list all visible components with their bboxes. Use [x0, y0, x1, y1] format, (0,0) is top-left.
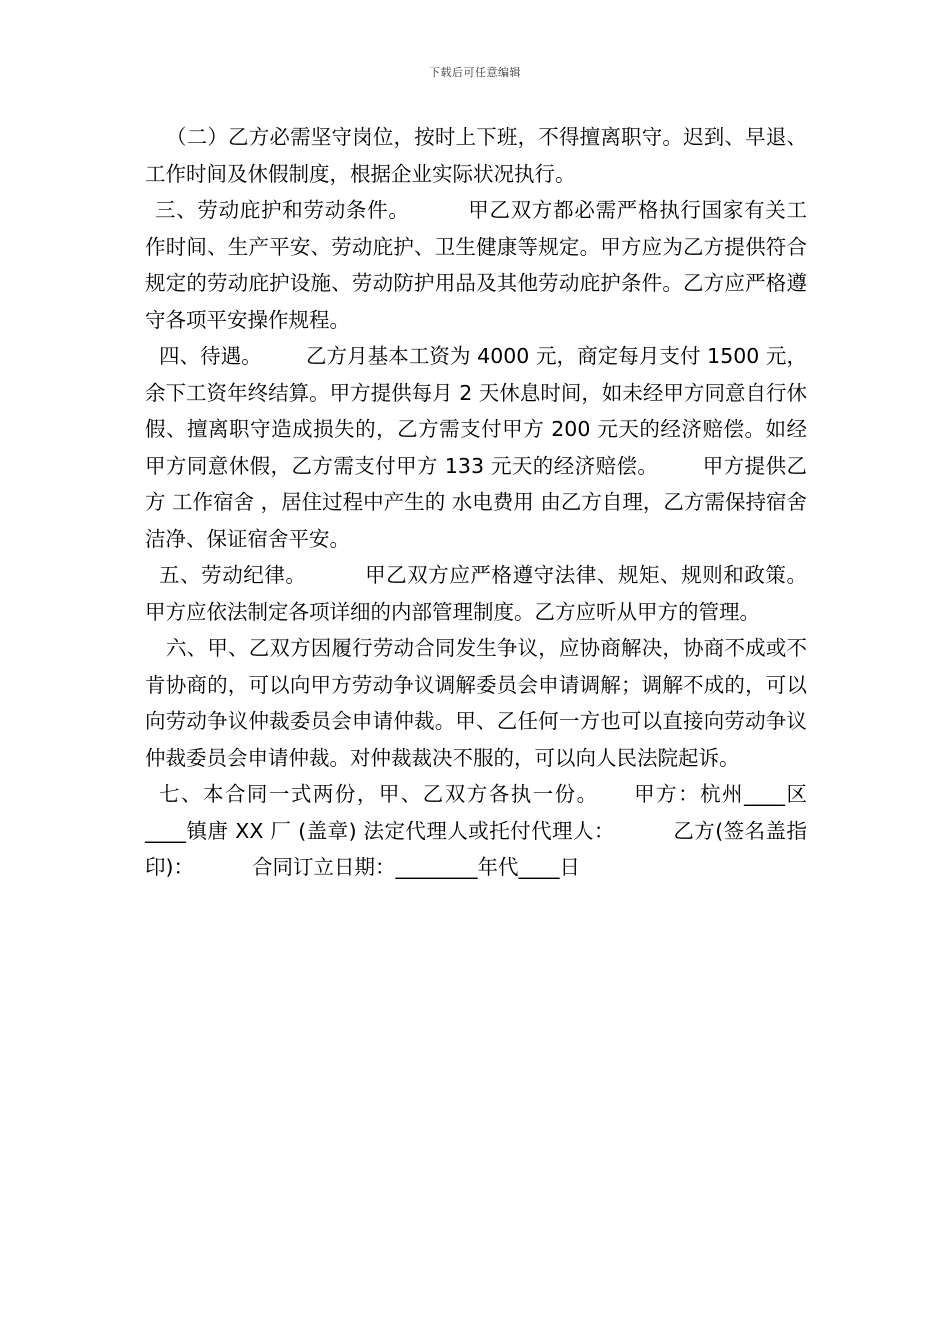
paragraph-work-discipline: （二）乙方必需坚守岗位，按时上下班，不得擅离职守。迟到、早退、工作时间及休假制度，根据企业实际状况执行。 — [145, 125, 807, 186]
section-body-compensation: 乙方月基本工资为 4000 元，商定每月支付 1500 元，余下工资年终结算。甲方提供每月 2 天休息时间，如未经甲方同意自行休假、擅离职守造成损失的，乙方需支付甲方 200 元天的经济赔偿。如经甲方同意休假，乙方需支付甲方 133 元天的经济赔偿。 — [145, 344, 808, 478]
paragraph-compensation — [145, 338, 807, 557]
section-body-dormitory: 甲方提供乙方 工作宿舍 ，居住过程中产生的 水电费用 由乙方自理，乙方需保持宿舍洁净、保证宿舍平安。 — [145, 453, 808, 551]
section-body-labor-protection: 甲乙双方都必需严格执行国家有关工作时间、生产平安、劳动庇护、卫生健康等规定。甲方应为乙方提供符合规定的劳动庇护设施、劳动防护用品及其他劳动庇护条件。乙方应严格遵守各项平安操作规程。 — [145, 198, 808, 332]
paragraph-signatures — [145, 776, 807, 886]
section-heading-labor-discipline: 五、劳动纪律。 — [159, 563, 307, 587]
contract-copies-clause: 七、本合同一式两份，甲、乙双方各执一份。 — [159, 782, 599, 806]
paragraph-labor-protection — [145, 192, 807, 338]
contract-date-line: 合同订立日期：________年代____日 — [252, 855, 580, 879]
party-a-signature-line: 甲方：杭州____区____镇唐 XX 厂 (盖章) 法定代理人或托付代理人： — [145, 782, 808, 843]
paragraph-labor-discipline — [145, 557, 807, 630]
section-heading-compensation: 四、待遇。 — [159, 344, 262, 368]
party-b-signature-line: 乙方(签名盖指印)： — [145, 818, 808, 879]
section-heading-labor-protection: 三、劳动庇护和劳动条件。 — [155, 198, 410, 222]
document-body — [145, 119, 807, 886]
section-body-labor-discipline: 甲乙双方应严格遵守法律、规矩、规则和政策。甲方应依法制定各项详细的内部管理制度。乙方应听从甲方的管理。 — [145, 563, 807, 624]
page-header: 下载后可任意编辑 — [429, 66, 521, 79]
paragraph-dispute-resolution: 六、甲、乙双方因履行劳动合同发生争议，应协商解决，协商不成或不肯协商的，可以向甲方劳动争议调解委员会申请调解；调解不成的，可以向劳动争议仲裁委员会申请仲裁。甲、乙任何一方也可以直接向劳动争议仲裁委员会申请仲裁。对仲裁裁决不服的，可以向人民法院起诉。 — [145, 636, 807, 770]
